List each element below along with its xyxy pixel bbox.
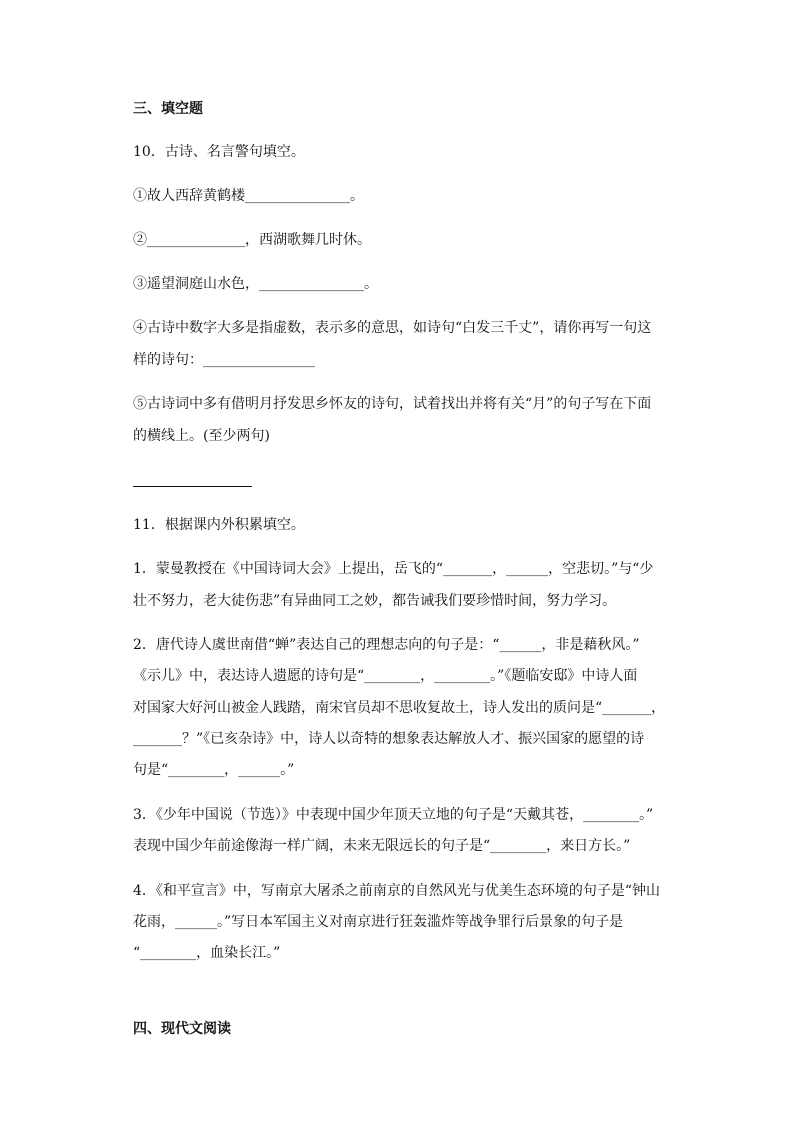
section-3-heading: 三、填空题 — [133, 101, 203, 117]
question-11-line-1: 1．蒙曼教授在《中国诗词大会》上提出，岳飞的“_______，______，空悲切。”与“少 — [133, 561, 654, 577]
question-11-line-12: “________，血染长江。” — [133, 945, 281, 961]
question-11-line-10: 4．《和平宣言》中，写南京大屠杀之前南京的自然风光与优美生态环境的句子是“钟山 — [133, 883, 661, 899]
section-4-heading: 四、现代文阅读 — [133, 1021, 231, 1037]
question-11-line-2: 壮不努力，老大徒伤悲”有异曲同工之妙，都告诫我们要珍惜时间，努力学习。 — [133, 593, 617, 609]
question-10-item-3: ③遥望洞庭山水色，_______________。 — [133, 276, 378, 292]
question-10-item-2: ②______________，西湖歌舞几时休。 — [133, 232, 371, 248]
question-11-line-8: 3．《少年中国说（节选）》中表现中国少年顶天立地的句子是“天戴其苍，________。” — [133, 807, 654, 823]
question-10-item-1: ①故人西辞黄鹤楼_______________。 — [133, 188, 364, 204]
question-11-line-4: 《示儿》中，表达诗人遗愿的诗句是“________，________。”《题临安邸》中诗人面 — [133, 668, 638, 684]
answer-blank-line — [133, 486, 252, 487]
question-10-item-4-line-1: ④古诗中数字大多是指虚数，表示多的意思，如诗句“白发三千丈”，请你再写一句这 — [133, 320, 652, 336]
question-10-item-5-line-2: 的横线上。(至少两句) — [133, 428, 270, 444]
question-10-item-4-line-2: 样的诗句：________________ — [133, 352, 315, 368]
question-11-line-9: 表现中国少年前途像海一样广阔，未来无限远长的句子是“________，来日方长。” — [133, 838, 631, 854]
question-11-line-11: 花雨，______。”写日本军国主义对南京进行狂轰滥炸等战争罪行后景象的句子是 — [133, 914, 624, 930]
question-11-line-6: _______？”《已亥杂诗》中，诗人以奇特的想象表达解放人才、振兴国家的愿望的诗 — [133, 731, 645, 747]
question-11-line-7: 句是“________，______。” — [133, 762, 295, 778]
question-10-title: 10．古诗、名言警句填空。 — [133, 144, 305, 160]
question-11-line-5: 对国家大好河山被金人践踏，南宋官员却不思收复故土，诗人发出的质问是“_______， — [133, 700, 666, 716]
question-11-title: 11．根据课内外积累填空。 — [133, 517, 305, 533]
question-11-line-3: 2．唐代诗人虞世南借“蝉”表达自己的理想志向的句子是：“______，非是藉秋风。” — [133, 637, 640, 653]
question-10-item-5-line-1: ⑤古诗词中多有借明月抒发思乡怀友的诗句，试着找出并将有关“月”的句子写在下面 — [133, 396, 652, 412]
